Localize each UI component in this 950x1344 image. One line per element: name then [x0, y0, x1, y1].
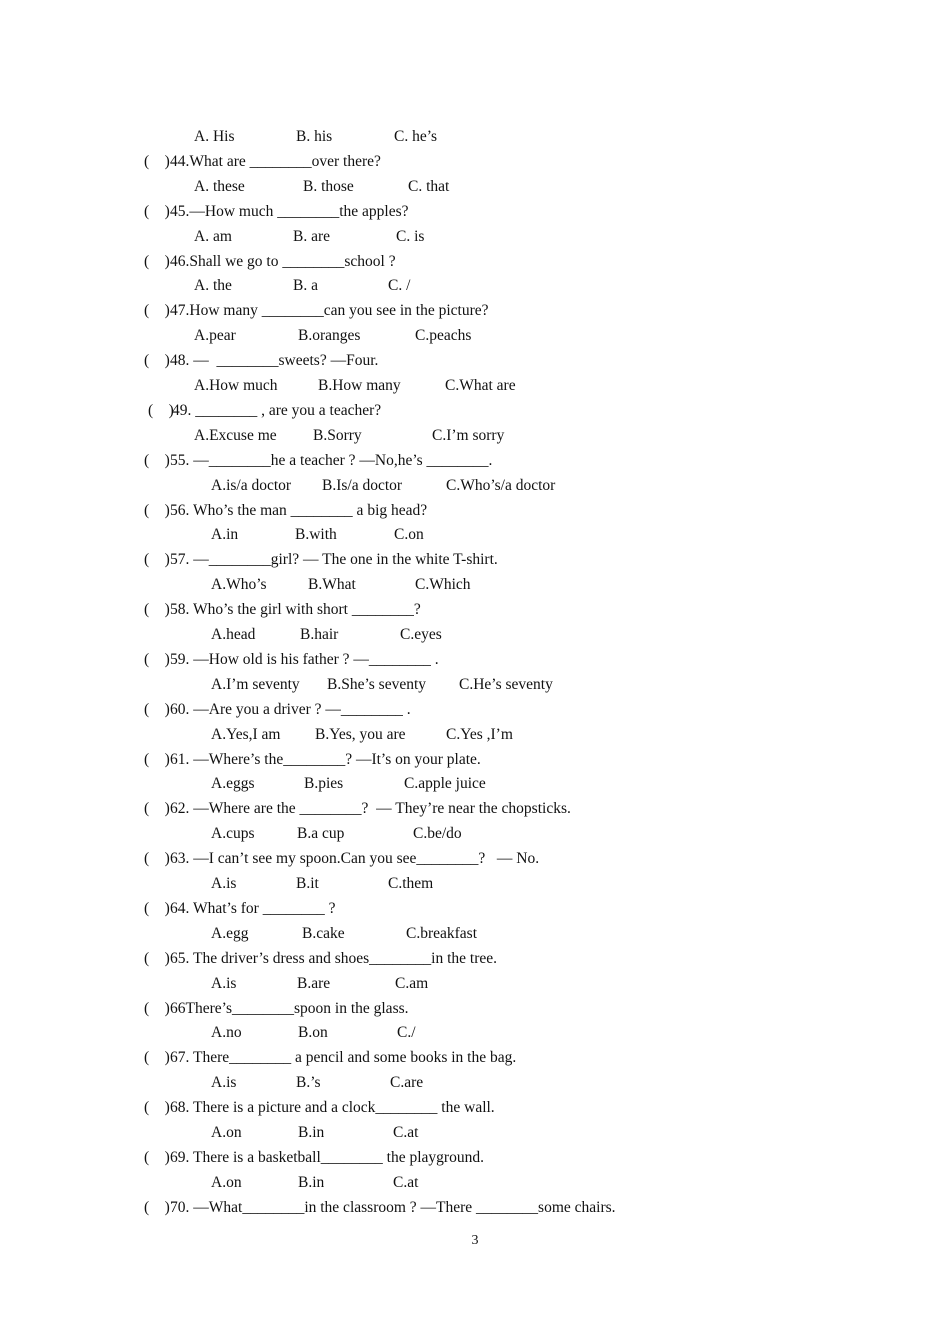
answer-blank-paren: ( ): [144, 202, 170, 220]
answer-option: C.Which: [415, 576, 471, 594]
answer-option: C.on: [394, 526, 424, 544]
answer-option: A.is/a doctor: [211, 476, 292, 494]
answer-option: B.Is/a doctor: [322, 476, 403, 494]
answer-option: C.are: [390, 1074, 424, 1092]
answer-option: B. are: [293, 227, 331, 245]
answer-blank-paren: ( ): [144, 899, 170, 917]
answer-option: B.are: [297, 974, 331, 992]
answer-option: B. those: [303, 177, 354, 195]
question-text: 70. —What________in the classroom ? —There ________some chairs.: [170, 1198, 616, 1216]
answer-option: A.egg: [211, 924, 249, 942]
answer-option: C.He’s seventy: [459, 675, 553, 693]
question-text: 44.What are ________over there?: [170, 152, 381, 170]
answer-option: C. he’s: [394, 128, 438, 145]
answer-option: C.What are: [445, 377, 516, 394]
answer-option: C. is: [396, 227, 425, 245]
question-text: 68. There is a picture and a clock________ the wall.: [170, 1099, 495, 1117]
page-number: 3: [471, 1233, 479, 1248]
answer-option: C.be/do: [413, 825, 462, 843]
question-text: 45.—How much ________the apples?: [170, 202, 409, 220]
answer-blank-paren: ( ): [144, 352, 170, 370]
answer-blank-paren: ( ): [144, 650, 170, 668]
answer-option: A.no: [211, 1024, 242, 1042]
answer-blank-paren: ( ): [144, 451, 170, 469]
answer-option: C.Yes ,I’m: [446, 725, 513, 743]
question-text: 63. —I can’t see my spoon.Can you see________? — No.: [170, 850, 540, 868]
question-text: 46.Shall we go to ________school ?: [170, 252, 396, 270]
answer-option: B.in: [298, 1124, 325, 1141]
answer-option: B. his: [296, 128, 333, 145]
answer-option: C.them: [388, 875, 434, 892]
answer-option: C.apple juice: [404, 775, 486, 793]
answer-blank-paren: ( ): [144, 750, 170, 768]
answer-option: B.hair: [300, 626, 339, 643]
answer-option: B.it: [296, 875, 319, 892]
answer-option: A.Excuse me: [194, 426, 277, 444]
answer-option: A.on: [211, 1124, 242, 1141]
answer-option: C.I’m sorry: [432, 426, 505, 444]
answer-option: C.eyes: [400, 626, 442, 643]
answer-option: B.in: [298, 1173, 325, 1191]
answer-option: C.am: [395, 974, 429, 992]
answer-blank-paren: ( ): [144, 551, 170, 569]
answer-option: B.pies: [304, 775, 344, 793]
answer-option: B.She’s seventy: [327, 675, 427, 693]
answer-option: A.How much: [194, 377, 278, 394]
answer-option: C.peachs: [415, 327, 472, 345]
answer-option: A.cups: [211, 825, 255, 843]
answer-option: B.cake: [302, 924, 345, 942]
answer-option: A.in: [211, 526, 239, 544]
answer-option: B.Yes, you are: [315, 725, 406, 743]
question-text: 59. —How old is his father ? —________ .: [170, 650, 439, 668]
question-text: 62. —Where are the ________? — They’re near the chopsticks.: [170, 800, 571, 818]
question-text: 55. —________he a teacher ? —No,he’s ________.: [170, 451, 493, 469]
answer-option: B.Sorry: [313, 426, 362, 444]
answer-option: A. the: [194, 277, 232, 295]
answer-option: C.breakfast: [406, 924, 478, 942]
answer-option: B.What: [308, 576, 356, 594]
answer-blank-paren: ( ): [144, 152, 170, 170]
answer-option: A.is: [211, 974, 237, 992]
answer-option: C.Who’s/a doctor: [446, 476, 556, 494]
answer-option: A.is: [211, 875, 237, 892]
answer-blank-paren: ( ): [144, 501, 170, 519]
question-text: 66There’s________spoon in the glass.: [170, 999, 409, 1017]
answer-blank-paren: ( ): [144, 700, 170, 718]
answer-option: B.oranges: [298, 327, 361, 345]
answer-option: A. His: [194, 128, 235, 145]
answer-option: A.Who’s: [211, 576, 267, 594]
answer-blank-paren: ( ): [144, 1148, 170, 1166]
answer-blank-paren: ( ): [144, 302, 170, 320]
question-text: 67. There________ a pencil and some books in the bag.: [170, 1049, 517, 1067]
answer-option: B.on: [298, 1024, 328, 1042]
answer-blank-paren: ( ): [148, 401, 174, 419]
answer-blank-paren: ( ): [144, 949, 170, 967]
answer-blank-paren: ( ): [144, 800, 170, 818]
answer-option: A.is: [211, 1074, 237, 1092]
answer-option: A. am: [194, 227, 232, 245]
question-text: 64. What’s for ________ ?: [170, 899, 336, 917]
answer-blank-paren: ( ): [144, 999, 170, 1017]
answer-option: A.eggs: [211, 775, 255, 793]
answer-option: C. that: [408, 177, 450, 195]
answer-blank-paren: ( ): [144, 1198, 170, 1216]
answer-blank-paren: ( ): [144, 252, 170, 270]
answer-option: A.on: [211, 1173, 242, 1191]
answer-option: B.How many: [318, 377, 401, 394]
answer-blank-paren: ( ): [144, 1049, 170, 1067]
question-text: 65. The driver’s dress and shoes________in the tree.: [170, 949, 498, 967]
question-text: 58. Who’s the girl with short ________?: [170, 601, 421, 619]
question-text: 57. —________girl? — The one in the white T-shirt.: [170, 551, 498, 569]
answer-blank-paren: ( ): [144, 850, 170, 868]
answer-option: B.’s: [296, 1074, 321, 1092]
question-text: 47.How many ________can you see in the picture?: [170, 302, 489, 320]
answer-option: C.at: [393, 1173, 419, 1191]
answer-blank-paren: ( ): [144, 1099, 170, 1117]
answer-option: C./: [397, 1024, 416, 1042]
question-text: 61. —Where’s the________? —It’s on your plate.: [170, 750, 481, 768]
answer-option: A. these: [194, 177, 245, 195]
answer-option: C. /: [388, 277, 411, 295]
answer-option: A.I’m seventy: [211, 675, 300, 693]
answer-option: C.at: [393, 1124, 419, 1141]
question-text: 48. — ________sweets? —Four.: [170, 352, 379, 370]
answer-option: B.a cup: [297, 825, 345, 843]
question-text: 49. ________ , are you a teacher?: [172, 401, 382, 419]
question-text: 60. —Are you a driver ? —________ .: [170, 700, 411, 718]
answer-blank-paren: ( ): [144, 601, 170, 619]
answer-option: A.Yes,I am: [211, 725, 281, 743]
answer-option: B. a: [293, 277, 318, 295]
answer-option: A.pear: [194, 327, 236, 345]
answer-option: A.head: [211, 626, 256, 643]
question-text: 56. Who’s the man ________ a big head?: [170, 501, 428, 519]
answer-option: B.with: [295, 526, 337, 544]
question-text: 69. There is a basketball________ the playground.: [170, 1148, 484, 1166]
